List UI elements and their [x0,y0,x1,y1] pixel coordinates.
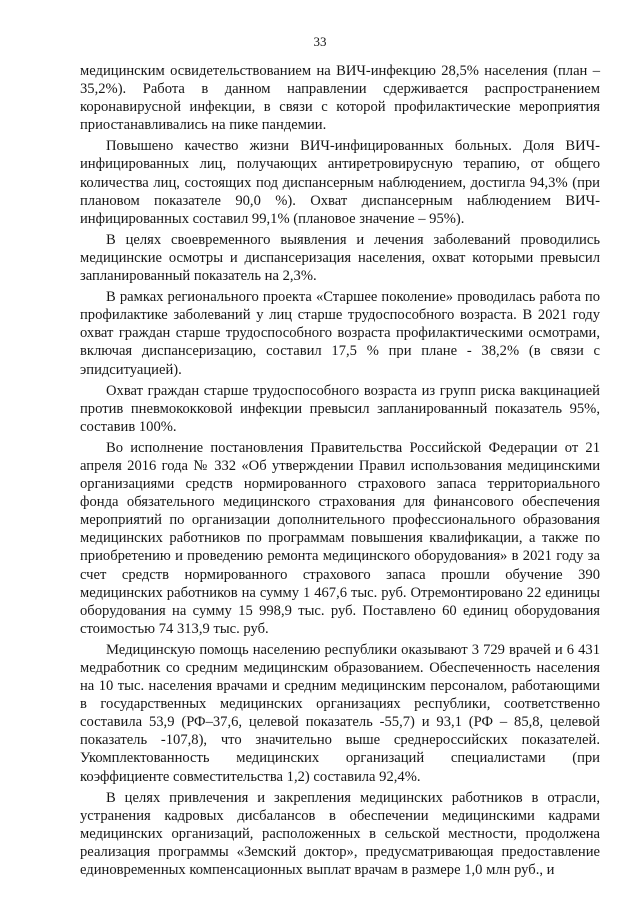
paragraph-pneumococcal-vaccination: Охват граждан старше трудоспособного возраста из групп риска вакцинацией против пневмококковой инфекции превысил запланированный показатель 95%, составив 100%. [80,382,600,435]
paragraph-government-decree-332: Во исполнение постановления Правительства Российской Федерации от 21 апреля 2016 года № 332 «Об утверждении Правил использования медицинскими организациями средств нормированного страхового запаса территориального фонда обязательного медицинского страхования для финансового обеспечения мероприятий по организации дополнительного профессионального образования медицинских работников по программам повышения квалификации, а также по приобретению и проведению ремонта медицинского оборудования» в 2021 году за счет средств нормированного страхового запаса прошли обучение 390 медицинских работников на сумму 1 467,6 тыс. руб. Отремонтировано 22 единицы оборудования на сумму 15 998,9 тыс. руб. Поставлено 60 единиц оборудования стоимостью 74 313,9 тыс. руб. [80,439,600,637]
page-number: 33 [313,34,327,49]
paragraph-hiv-quality-of-life: Повышено качество жизни ВИЧ-инфицированных больных. Доля ВИЧ-инфицированных лиц, получающих антиретровирусную терапию, от общего количества лиц, состоящих под диспансерным наблюдением, достигла 94,3% (при плановом показателе 90,0 %). Охват диспансерным наблюдением ВИЧ-инфицированных составил 99,1% (плановое значение – 95%). [80,138,600,227]
paragraph-medical-staffing: Медицинскую помощь населению республики оказывают 3 729 врачей и 6 431 медработник со средним медицинским образованием. Обеспеченность населения на 10 тыс. населения врачами и средним медицинским персоналом, работающими в государственных медицинских организациях республики, соответственно составила 53,9 (РФ–37,6, целевой показатель -55,7) и 93,1 (РФ – 85,8, целевой показатель -107,8), что значительно выше среднероссийских показателей. Укомплектованность медицинских организаций специалистами (при коэффициенте совместительства 1,2) составила 92,4%. [80,641,600,785]
paragraph-zemsky-doctor-program: В целях привлечения и закрепления медицинских работников в отрасли, устранения кадровых дисбалансов в обеспечении медицинскими кадрами медицинских организаций, расположенных в сельской местности, продолжена реализация программы «Земский доктор», предусматривающая предоставление единовременных компенсационных выплат врачам в размере 1,0 млн руб., и [80,789,600,879]
paragraph-older-generation-project: В рамках регионального проекта «Старшее поколение» проводилась работа по профилактике заболеваний у лиц старше трудоспособного возраста. В 2021 году охват граждан старше трудоспособного возраста профилактическими осмотрами, включая диспансеризацию, составил 17,5 % при плане - 38,2% (в связи с эпидситуацией). [80,289,600,378]
document-body [80,62,600,879]
paragraph-hiv-screening-coverage: медицинским освидетельствованием на ВИЧ-инфекцию 28,5% населения (план – 35,2%). Работа в данном направлении сдерживается распространением коронавирусной инфекции, в связи с которой профилактические мероприятия приостанавливались на пике пандемии. [80,63,600,134]
paragraph-medical-examinations: В целях своевременного выявления и лечения заболеваний проводились медицинские осмотры и диспансеризация населения, охват которыми превысил запланированный показатель на 2,3%. [80,231,600,285]
